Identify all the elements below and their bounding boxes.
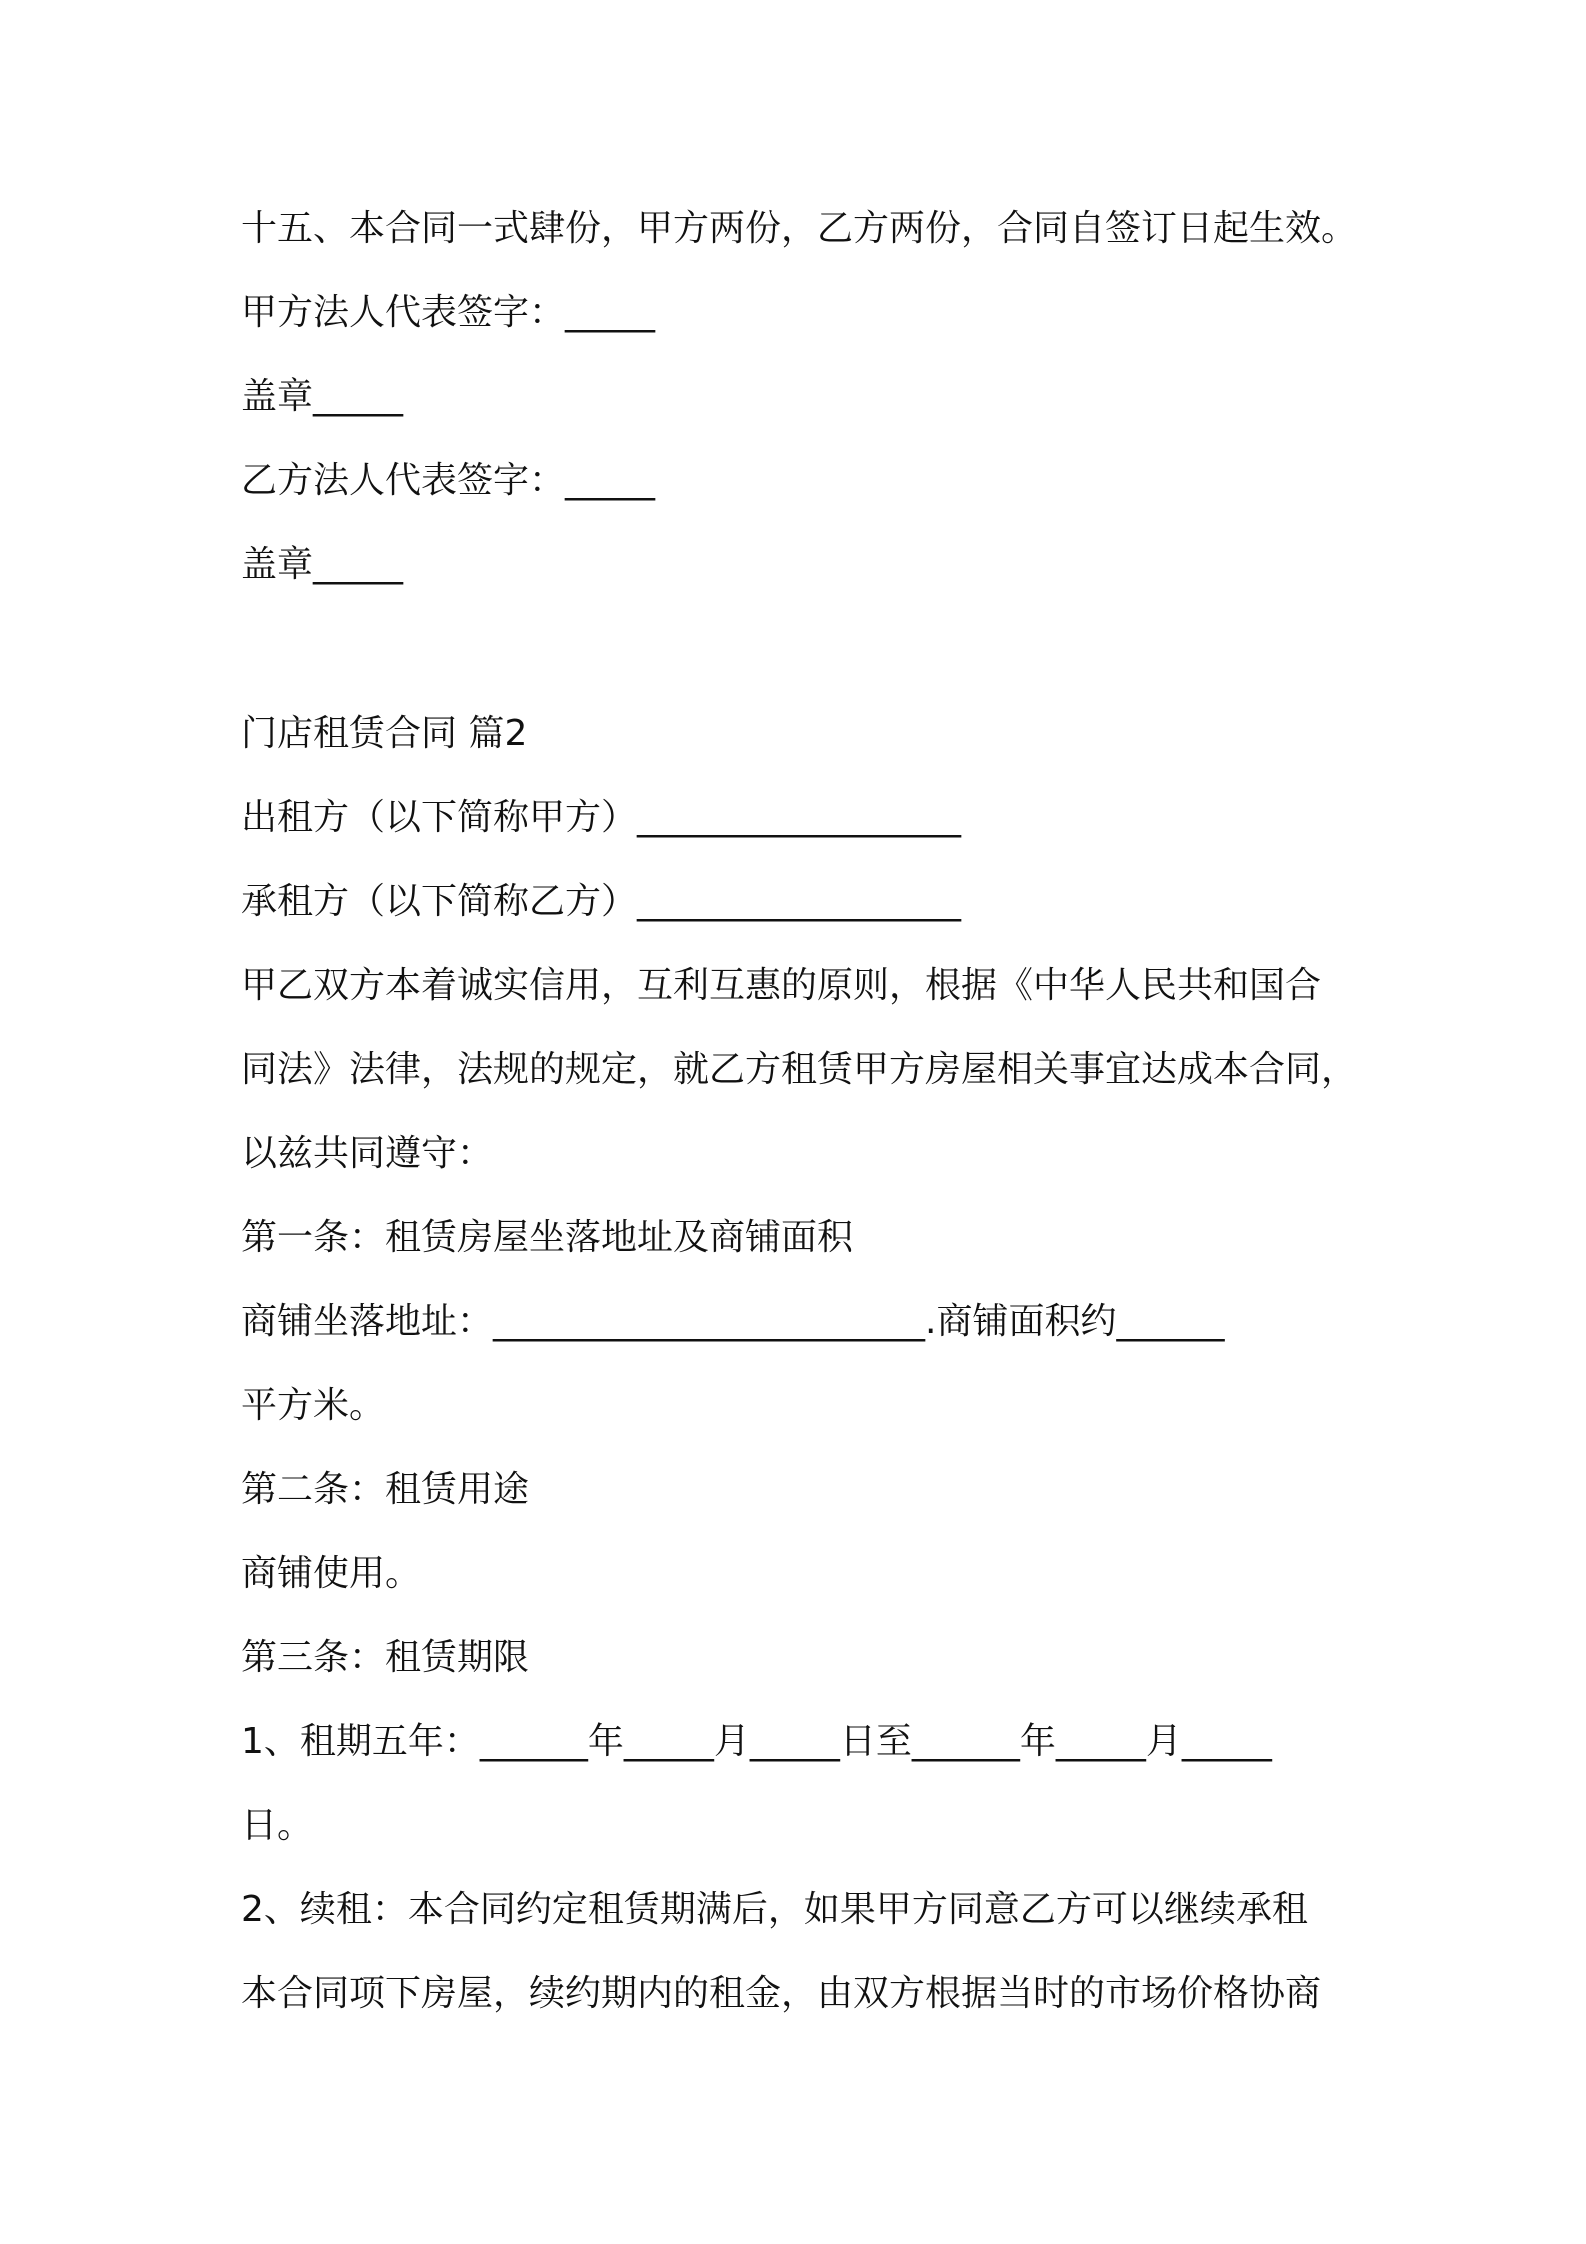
section-title: 门店租赁合同 篇2: [241, 713, 528, 754]
party-a-signature-line: 甲方法人代表签字：_____: [241, 292, 656, 333]
lessor-line: 出租方（以下简称甲方）__________________: [241, 797, 962, 838]
article-1-heading: 第一条：租赁房屋坐落地址及商铺面积: [241, 1217, 854, 1258]
renewal-line-2: 本合同项下房屋，续约期内的租金，由双方根据当时的市场价格协商: [241, 1973, 1322, 2014]
renewal-line-1: 2、续租：本合同约定租赁期满后，如果甲方同意乙方可以继续承租: [241, 1889, 1308, 1930]
lessee-line: 承租方（以下简称乙方）__________________: [241, 881, 962, 922]
preamble-line-3: 以兹共同遵守：: [241, 1133, 494, 1174]
shop-area-unit-line: 平方米。: [241, 1385, 386, 1426]
party-b-signature-line: 乙方法人代表签字：_____: [241, 460, 656, 501]
party-b-seal-line: 盖章_____: [241, 544, 404, 585]
preamble-line-2: 同法》法律，法规的规定，就乙方租赁甲方房屋相关事宜达成本合同，: [241, 1049, 1358, 1090]
article-2-heading: 第二条：租赁用途: [241, 1469, 530, 1510]
party-a-seal-line: 盖章_____: [241, 376, 404, 417]
article-2-body: 商铺使用。: [241, 1553, 422, 1594]
clause-15-effective: 十五、本合同一式肆份，甲方两份，乙方两份，合同自签订日起生效。: [241, 208, 1358, 249]
lease-term-line-1: 1、租期五年：______年_____月_____日至______年_____月_____: [241, 1721, 1272, 1762]
lease-term-line-2: 日。: [241, 1805, 314, 1846]
shop-address-area-line: 商铺坐落地址：________________________.商铺面积约______: [241, 1301, 1225, 1342]
article-3-heading: 第三条：租赁期限: [241, 1637, 530, 1678]
preamble-line-1: 甲乙双方本着诚实信用，互利互惠的原则，根据《中华人民共和国合: [241, 965, 1322, 1006]
